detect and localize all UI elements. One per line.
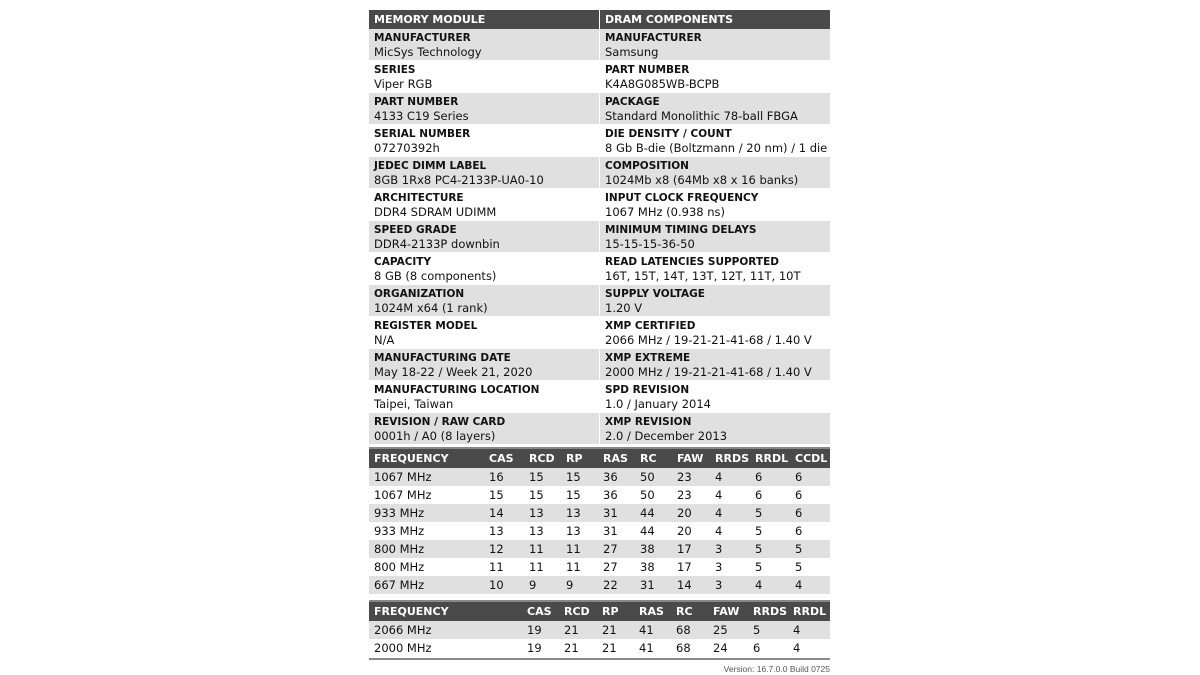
column-header: RRDS bbox=[710, 449, 750, 468]
spec-value: 1067 MHz (0.938 ns) bbox=[605, 205, 726, 219]
timing-cell: 22 bbox=[598, 576, 635, 594]
spec-row bbox=[600, 253, 830, 285]
table-row bbox=[369, 558, 830, 576]
column-header: RRDL bbox=[788, 602, 830, 621]
timing-cell: 25 bbox=[708, 621, 748, 639]
timing-cell: 41 bbox=[634, 621, 671, 639]
spec-row bbox=[600, 221, 830, 253]
spec-row bbox=[600, 29, 830, 61]
spec-label: SUPPLY VOLTAGE bbox=[605, 288, 705, 300]
timing-cell: 5 bbox=[750, 540, 790, 558]
table-row bbox=[369, 486, 830, 504]
spec-label: MANUFACTURER bbox=[374, 32, 471, 44]
timing-cell: 21 bbox=[559, 621, 597, 639]
column-header: CAS bbox=[484, 449, 524, 468]
spec-row bbox=[369, 253, 599, 285]
timing-cell: 9 bbox=[524, 576, 561, 594]
timing-cell: 5 bbox=[750, 504, 790, 522]
frequency-cell: 933 MHz bbox=[374, 524, 425, 538]
table-row bbox=[369, 504, 830, 522]
spec-row bbox=[369, 61, 599, 93]
column-header: RP bbox=[561, 449, 598, 468]
spec-value: 2.0 / December 2013 bbox=[605, 429, 728, 443]
timing-cell: 6 bbox=[790, 504, 830, 522]
timing-cell: 21 bbox=[597, 621, 634, 639]
timing-cell: 38 bbox=[640, 560, 655, 574]
timing-cell: 19 bbox=[522, 621, 559, 639]
timing-cell: 13 bbox=[566, 524, 581, 538]
spec-value: DDR4-2133P downbin bbox=[374, 237, 500, 251]
dram-components-header: DRAM COMPONENTS bbox=[600, 10, 830, 29]
spec-value: 4133 C19 Series bbox=[374, 109, 469, 123]
column-header: RP bbox=[597, 602, 634, 621]
timing-cell: 13 bbox=[529, 524, 544, 538]
timing-cell: 4 bbox=[715, 524, 723, 538]
timing-cell: 68 bbox=[671, 621, 708, 639]
spec-label: PACKAGE bbox=[605, 96, 660, 108]
frequency-cell: 1067 MHz bbox=[374, 488, 432, 502]
column-header: RRDS bbox=[748, 602, 788, 621]
memory-module-column bbox=[369, 10, 599, 445]
spec-label: REGISTER MODEL bbox=[374, 320, 478, 332]
timing-cell: 27 bbox=[598, 540, 635, 558]
timing-cell: 36 bbox=[603, 488, 618, 502]
timing-cell: 5 bbox=[795, 560, 803, 574]
spec-label: PART NUMBER bbox=[374, 96, 459, 108]
spec-value: 8 GB (8 components) bbox=[374, 269, 497, 283]
timing-cell: 4 bbox=[715, 488, 723, 502]
timing-cell: 6 bbox=[753, 641, 761, 655]
column-header: CAS bbox=[522, 602, 559, 621]
table-row bbox=[369, 639, 830, 657]
timing-cell: 4 bbox=[790, 576, 830, 594]
spec-label: SERIAL NUMBER bbox=[374, 128, 471, 140]
memory-module-header: MEMORY MODULE bbox=[369, 10, 599, 29]
spec-row bbox=[369, 221, 599, 253]
spec-row bbox=[600, 349, 830, 381]
timing-cell: 68 bbox=[676, 641, 691, 655]
spec-row bbox=[369, 381, 599, 413]
frequency-cell: 800 MHz bbox=[369, 540, 484, 558]
timing-cell: 10 bbox=[484, 576, 524, 594]
spec-label: DIE DENSITY / COUNT bbox=[605, 128, 732, 140]
spec-label: COMPOSITION bbox=[605, 160, 689, 172]
timing-cell: 5 bbox=[755, 560, 763, 574]
column-header: RC bbox=[635, 449, 672, 468]
timing-cell: 6 bbox=[795, 524, 803, 538]
spec-row bbox=[369, 285, 599, 317]
version-label: Version: 16.7.0.0 Build 0725 bbox=[723, 664, 830, 674]
column-header: FAW bbox=[708, 602, 748, 621]
spec-label: MANUFACTURING LOCATION bbox=[374, 384, 540, 396]
table-row bbox=[369, 621, 830, 639]
timing-cell: 3 bbox=[710, 540, 750, 558]
timing-cell: 50 bbox=[635, 468, 672, 486]
spec-row bbox=[600, 189, 830, 221]
timing-cell: 13 bbox=[561, 504, 598, 522]
spec-row bbox=[369, 413, 599, 445]
timing-cell: 15 bbox=[524, 468, 561, 486]
timing-cell: 20 bbox=[672, 504, 710, 522]
spec-row bbox=[600, 285, 830, 317]
table-header-row bbox=[369, 449, 830, 468]
spec-value: Taipei, Taiwan bbox=[374, 397, 454, 411]
spec-label: MANUFACTURING DATE bbox=[374, 352, 511, 364]
spec-value: 1024Mb x8 (64Mb x8 x 16 banks) bbox=[605, 173, 799, 187]
column-header: RAS bbox=[598, 449, 635, 468]
column-header: RAS bbox=[634, 602, 671, 621]
frequency-cell: 800 MHz bbox=[374, 560, 425, 574]
frequency-cell: 2000 MHz bbox=[374, 641, 432, 655]
spec-label: MINIMUM TIMING DELAYS bbox=[605, 224, 757, 236]
spec-row bbox=[369, 125, 599, 157]
spec-row bbox=[600, 93, 830, 125]
spec-value: 15-15-15-36-50 bbox=[605, 237, 695, 251]
spec-label: MANUFACTURER bbox=[605, 32, 702, 44]
divider bbox=[369, 594, 830, 602]
column-header: RRDL bbox=[750, 449, 790, 468]
timing-cell: 14 bbox=[484, 504, 524, 522]
spec-value: N/A bbox=[374, 333, 395, 347]
timing-cell: 3 bbox=[715, 560, 723, 574]
column-header: RCD bbox=[559, 602, 597, 621]
spec-row bbox=[600, 317, 830, 349]
spec-value: 1024M x64 (1 rank) bbox=[374, 301, 488, 315]
spec-value: 8GB 1Rx8 PC4-2133P-UA0-10 bbox=[374, 173, 544, 187]
timing-cell: 41 bbox=[639, 641, 654, 655]
spd-report-panel bbox=[369, 10, 830, 674]
timing-cell: 21 bbox=[602, 641, 617, 655]
spec-row bbox=[600, 157, 830, 189]
timing-cell: 38 bbox=[635, 540, 672, 558]
timing-cell: 36 bbox=[598, 468, 635, 486]
timing-cell: 6 bbox=[750, 468, 790, 486]
spec-row bbox=[369, 157, 599, 189]
frequency-cell: 933 MHz bbox=[369, 504, 484, 522]
timing-cell: 6 bbox=[795, 488, 803, 502]
spec-label: XMP REVISION bbox=[605, 416, 692, 428]
timing-cell: 4 bbox=[710, 504, 750, 522]
column-header: FREQUENCY bbox=[369, 602, 522, 621]
column-header: FAW bbox=[672, 449, 710, 468]
timing-cell: 15 bbox=[489, 488, 504, 502]
timing-cell: 15 bbox=[561, 468, 598, 486]
column-header: RCD bbox=[524, 449, 561, 468]
spec-value: 1.0 / January 2014 bbox=[605, 397, 711, 411]
frequency-cell: 2066 MHz bbox=[369, 621, 522, 639]
spec-value: Standard Monolithic 78-ball FBGA bbox=[605, 109, 798, 123]
frequency-cell: 667 MHz bbox=[369, 576, 484, 594]
spec-row bbox=[369, 29, 599, 61]
timing-cell: 23 bbox=[677, 488, 692, 502]
spec-label: XMP EXTREME bbox=[605, 352, 691, 364]
timing-cell: 44 bbox=[640, 524, 655, 538]
timing-cell: 44 bbox=[635, 504, 672, 522]
spec-row bbox=[369, 349, 599, 381]
column-header: RC bbox=[671, 602, 708, 621]
timing-cell: 27 bbox=[603, 560, 618, 574]
spec-label: CAPACITY bbox=[374, 256, 432, 268]
divider bbox=[369, 658, 830, 662]
spec-label: PART NUMBER bbox=[605, 64, 690, 76]
timing-cell: 11 bbox=[529, 560, 544, 574]
timing-cell: 24 bbox=[713, 641, 728, 655]
spec-label: INPUT CLOCK FREQUENCY bbox=[605, 192, 759, 204]
spec-row bbox=[600, 125, 830, 157]
timing-cell: 4 bbox=[750, 576, 790, 594]
timing-cell: 6 bbox=[755, 488, 763, 502]
timing-cell: 15 bbox=[529, 488, 544, 502]
timing-cell: 20 bbox=[677, 524, 692, 538]
timing-cell: 4 bbox=[710, 468, 750, 486]
spec-value: 0001h / A0 (8 layers) bbox=[374, 429, 496, 443]
xmp-timings-table bbox=[369, 602, 830, 657]
spec-value: 2000 MHz / 19-21-21-41-68 / 1.40 V bbox=[605, 365, 812, 379]
spec-value: 8 Gb B-die (Boltzmann / 20 nm) / 1 die bbox=[605, 141, 828, 155]
spec-value: May 18-22 / Week 21, 2020 bbox=[374, 365, 533, 379]
timing-cell: 12 bbox=[484, 540, 524, 558]
spec-row bbox=[369, 317, 599, 349]
timing-cell: 13 bbox=[489, 524, 504, 538]
timing-cell: 17 bbox=[677, 560, 692, 574]
spec-label: XMP CERTIFIED bbox=[605, 320, 696, 332]
frequency-cell: 1067 MHz bbox=[369, 468, 484, 486]
timing-cell: 3 bbox=[710, 576, 750, 594]
table-row bbox=[369, 576, 830, 594]
spec-label: SERIES bbox=[374, 64, 416, 76]
spec-value: K4A8G085WB-BCPB bbox=[605, 77, 720, 91]
spec-label: SPEED GRADE bbox=[374, 224, 457, 236]
timing-cell: 31 bbox=[603, 524, 618, 538]
dram-components-column bbox=[600, 10, 830, 445]
timing-cell: 11 bbox=[489, 560, 504, 574]
spec-label: SPD REVISION bbox=[605, 384, 690, 396]
jedec-timings-table bbox=[369, 449, 830, 594]
timing-cell: 17 bbox=[672, 540, 710, 558]
timing-cell: 9 bbox=[561, 576, 598, 594]
timing-cell: 5 bbox=[748, 621, 788, 639]
timing-cell: 23 bbox=[672, 468, 710, 486]
spec-value: MicSys Technology bbox=[374, 45, 482, 59]
timing-cell: 11 bbox=[566, 560, 581, 574]
spec-row bbox=[369, 189, 599, 221]
timing-cell: 6 bbox=[790, 468, 830, 486]
timing-cell: 31 bbox=[598, 504, 635, 522]
timing-cell: 5 bbox=[790, 540, 830, 558]
spec-value: 2066 MHz / 19-21-21-41-68 / 1.40 V bbox=[605, 333, 812, 347]
timing-cell: 4 bbox=[793, 641, 801, 655]
timing-cell: 14 bbox=[672, 576, 710, 594]
table-row bbox=[369, 540, 830, 558]
spec-label: ARCHITECTURE bbox=[374, 192, 464, 204]
timing-cell: 11 bbox=[524, 540, 561, 558]
timing-cell: 21 bbox=[564, 641, 579, 655]
table-header-row bbox=[369, 602, 830, 621]
spec-value: DDR4 SDRAM UDIMM bbox=[374, 205, 497, 219]
timing-cell: 19 bbox=[527, 641, 542, 655]
spec-columns bbox=[369, 10, 830, 445]
spec-row bbox=[369, 93, 599, 125]
spec-row bbox=[600, 381, 830, 413]
timing-cell: 13 bbox=[524, 504, 561, 522]
spec-value: 07270392h bbox=[374, 141, 440, 155]
spec-label: READ LATENCIES SUPPORTED bbox=[605, 256, 779, 268]
spec-label: REVISION / RAW CARD bbox=[374, 416, 506, 428]
column-header: FREQUENCY bbox=[369, 449, 484, 468]
table-row bbox=[369, 522, 830, 540]
column-header: CCDL bbox=[790, 449, 830, 468]
timing-cell: 15 bbox=[566, 488, 581, 502]
spec-row bbox=[600, 61, 830, 93]
spec-label: JEDEC DIMM LABEL bbox=[374, 160, 487, 172]
timing-cell: 31 bbox=[635, 576, 672, 594]
spec-value: 16T, 15T, 14T, 13T, 12T, 11T, 10T bbox=[605, 269, 801, 283]
timing-cell: 4 bbox=[788, 621, 830, 639]
timing-cell: 16 bbox=[484, 468, 524, 486]
timing-cell: 50 bbox=[640, 488, 655, 502]
spec-label: ORGANIZATION bbox=[374, 288, 465, 300]
timing-cell: 5 bbox=[755, 524, 763, 538]
table-row bbox=[369, 468, 830, 486]
spec-row bbox=[600, 413, 830, 445]
timing-cell: 11 bbox=[561, 540, 598, 558]
spec-value: Viper RGB bbox=[374, 77, 433, 91]
spec-value: 1.20 V bbox=[605, 301, 643, 315]
spec-value: Samsung bbox=[605, 45, 659, 59]
